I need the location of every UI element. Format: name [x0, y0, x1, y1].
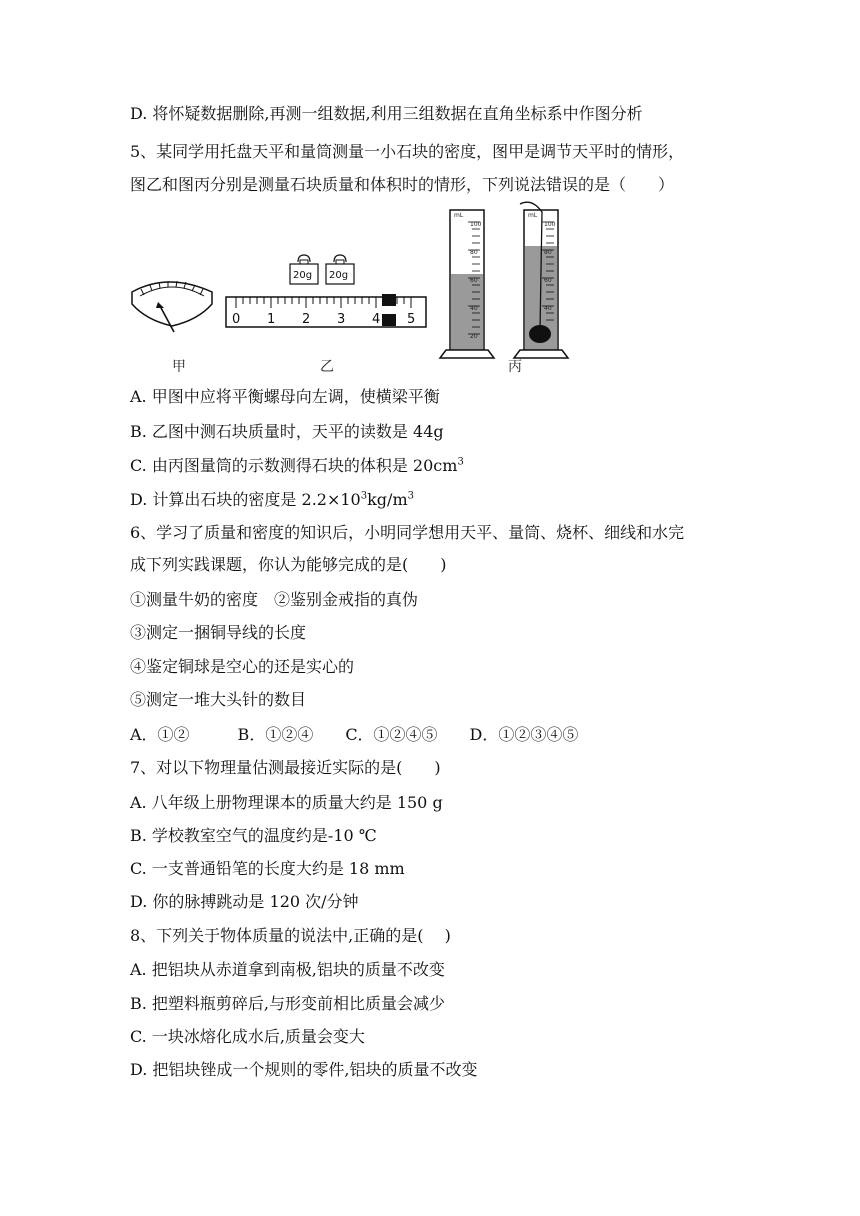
q8-stem: 8、下列关于物体质量的说法中,正确的是( )	[130, 926, 451, 945]
mark-20: 20	[470, 333, 478, 340]
measuring-cylinder-water	[440, 210, 494, 358]
q6-stem-line2: 成下列实践课题，你认为能够完成的是( )	[130, 555, 447, 574]
q8-option-b: B. 把塑料瓶剪碎后,与形变前相比质量会减少	[130, 994, 446, 1013]
q6-item-3: ③测定一捆铜导线的长度	[130, 623, 307, 642]
q5-option-c-text: C. 由丙图量筒的示数测得石块的体积是 20cm	[130, 456, 458, 475]
mark-80: 80	[470, 249, 478, 256]
rider	[382, 294, 396, 306]
measurement-figure	[128, 200, 588, 380]
cylinder2-unit: mL	[528, 212, 538, 219]
q6-item-4: ④鉴定铜球是空心的还是实心的	[130, 657, 355, 676]
q5-option-d	[130, 489, 414, 511]
q5-option-d-sup2: 3	[407, 490, 414, 502]
q6-item-5: ⑤测定一堆大头针的数目	[130, 690, 307, 709]
mark-40: 40	[470, 305, 478, 312]
mark2-40: 40	[544, 305, 552, 312]
mark2-60: 60	[544, 277, 552, 284]
rider-scale	[226, 294, 426, 327]
q5-stem-line2: 图乙和图丙分别是测量石块质量和体积时的情形，下列说法错误的是（ ）	[130, 175, 675, 194]
caption-bing: 丙	[508, 359, 522, 375]
q5-option-b: B. 乙图中测石块质量时，天平的读数是 44g	[130, 422, 444, 441]
mark-100: 100	[470, 221, 482, 228]
q7-stem: 7、对以下物理量估测最接近实际的是( )	[130, 758, 441, 777]
tick-4: 4	[372, 312, 381, 327]
q6-item-1-2: ①测量牛奶的密度 ②鉴别金戒指的真伪	[130, 590, 419, 609]
weight-label-left: 20g	[293, 270, 313, 281]
tick-1: 1	[267, 312, 276, 327]
q5-option-d-unit: kg/m	[367, 490, 408, 509]
mark2-100: 100	[544, 221, 556, 228]
q5-option-c-sup: 3	[457, 456, 464, 468]
stone	[529, 325, 551, 343]
weight-20g-right	[326, 255, 354, 284]
q4-option-d: D. 将怀疑数据删除,再测一组数据,利用三组数据在直角坐标系中作图分析	[130, 104, 643, 123]
q7-option-c: C. 一支普通铅笔的长度大约是 18 mm	[130, 859, 405, 878]
q5-option-d-text: D. 计算出石块的密度是 2.2×10	[130, 490, 361, 509]
q7-option-d: D. 你的脉搏跳动是 120 次/分钟	[130, 892, 359, 911]
q7-option-a: A. 八年级上册物理课本的质量大约是 150 g	[130, 793, 443, 812]
caption-jia: 甲	[172, 359, 186, 375]
balance-dial	[132, 281, 212, 332]
q8-option-c: C. 一块冰熔化成水后,质量会变大	[130, 1027, 365, 1046]
mark2-80: 80	[544, 249, 552, 256]
balance-pointer	[160, 306, 174, 332]
q7-option-b: B. 学校教室空气的温度约是-10 ℃	[130, 826, 377, 845]
cylinder-unit: mL	[454, 212, 464, 219]
weight-20g-left	[290, 255, 318, 284]
tick-3: 3	[337, 312, 346, 327]
weight-label-right: 20g	[329, 270, 349, 281]
mark-60: 60	[470, 277, 478, 284]
q5-option-c	[130, 455, 464, 477]
q5-stem-line1: 5、某同学用托盘天平和量筒测量一小石块的密度，图甲是调节天平时的情形，	[130, 142, 685, 161]
q5-option-a: A. 甲图中应将平衡螺母向左调，使横梁平衡	[130, 387, 440, 406]
q6-options: A．①② B．①②④ C．①②④⑤ D．①②③④⑤	[130, 725, 579, 744]
tick-5: 5	[407, 312, 416, 327]
tick-2: 2	[302, 312, 311, 327]
q5-option-d-sup1: 3	[360, 490, 368, 502]
caption-yi: 乙	[320, 359, 334, 375]
q8-option-a: A. 把铝块从赤道拿到南极,铝块的质量不改变	[130, 960, 445, 979]
tick-0: 0	[232, 312, 241, 327]
measuring-cylinder-stone	[514, 202, 568, 358]
q8-option-d: D. 把铝块锉成一个规则的零件,铝块的质量不改变	[130, 1060, 478, 1079]
q6-stem-line1: 6、学习了质量和密度的知识后，小明同学想用天平、量筒、烧杯、细线和水完	[130, 523, 685, 542]
